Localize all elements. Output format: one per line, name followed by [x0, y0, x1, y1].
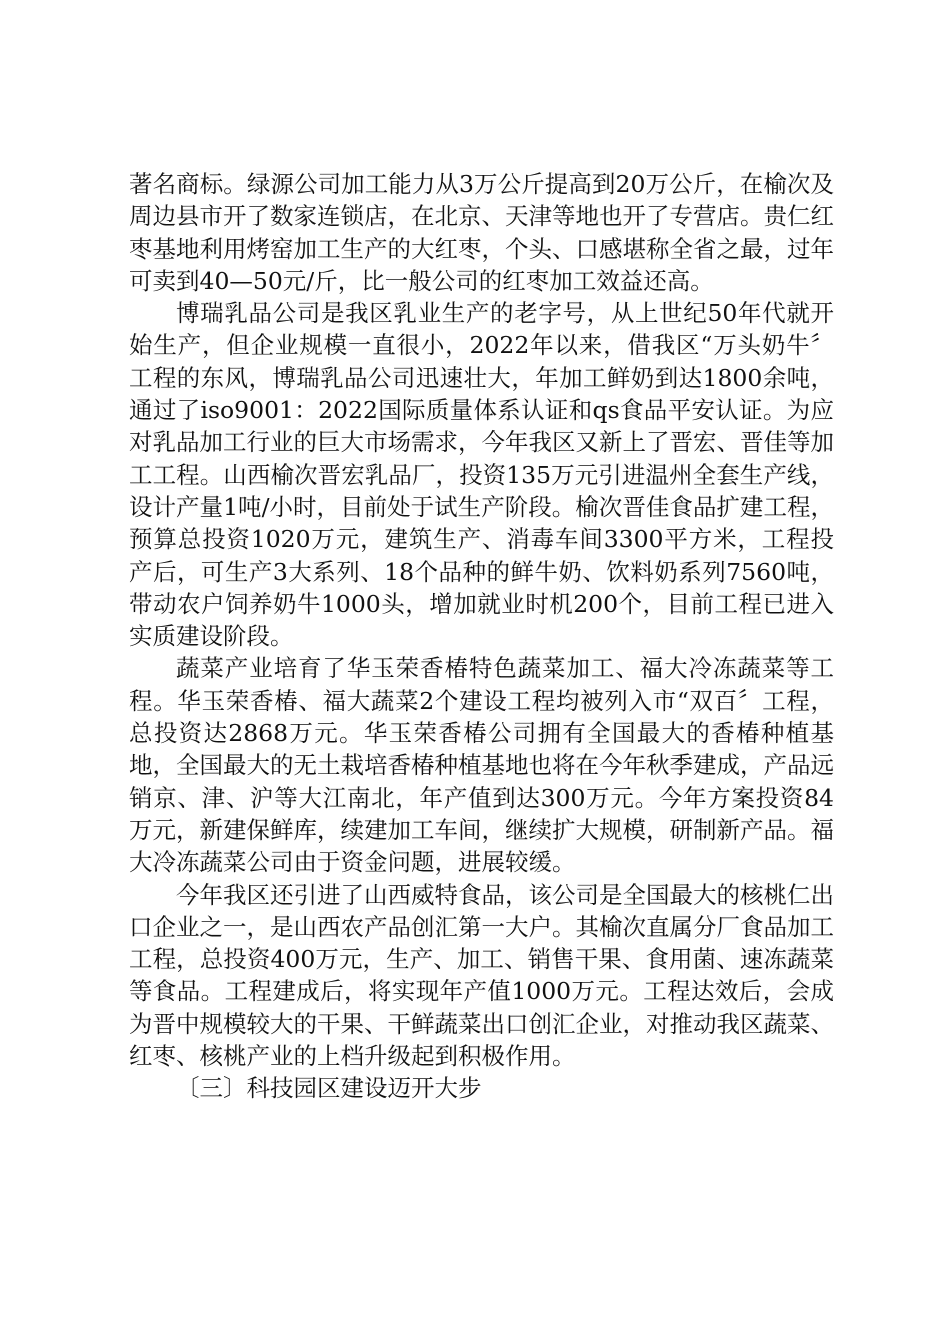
paragraph-4: 今年我区还引进了山西威特食品，该公司是全国最大的核桃仁出口企业之一，是山西农产品创汇第一大户。其榆次直属分厂食品加工工程，总投资400万元，生产、加工、销售干果、食用菌、速冻蔬菜等食品。工程建成后，将实现年产值1000万元。工程达效后，会成为晋中规模较大的干果、干鲜蔬菜出口创汇企业，对推动我区蔬菜、红枣、核桃产业的上档升级起到积极作用。: [129, 880, 834, 1071]
paragraph-3: 蔬菜产业培育了华玉荣香椿特色蔬菜加工、福大冷冻蔬菜等工程。华玉荣香椿、福大蔬菜2个建设工程均被列入市“双百〞工程，总投资达2868万元。华玉荣香椿公司拥有全国最大的香椿种植基地，全国最大的无土栽培香椿种植基地也将在今年秋季建成，产品远销京、津、沪等大江南北，年产值到达300万元。今年方案投资84万元，新建保鲜库，续建加工车间，继续扩大规模，研制新产品。福大冷冻蔬菜公司由于资金问题，进展较缓。: [129, 654, 834, 877]
paragraph-2: 博瑞乳品公司是我区乳业生产的老字号，从上世纪50年代就开始生产，但企业规模一直很小，2022年以来，借我区“万头奶牛〞工程的东风，博瑞乳品公司迅速壮大，年加工鲜奶到达1800余吨，通过了iso9001：2022国际质量体系认证和qs食品平安认证。为应对乳品加工行业的巨大市场需求，今年我区又新上了晋宏、晋佳等加工工程。山西榆次晋宏乳品厂，投资135万元引进温州全套生产线，设计产量1吨/小时，目前处于试生产阶段。榆次晋佳食品扩建工程，预算总投资1020万元，建筑生产、消毒车间3300平方米，工程投产后，可生产3大系列、18个品种的鲜牛奶、饮料奶系列7560吨，带动农户饲养奶牛1000头，增加就业时机200个，目前工程已进入实质建设阶段。: [129, 299, 834, 651]
paragraph-1: 著名商标。绿源公司加工能力从3万公斤提高到20万公斤，在榆次及周边县市开了数家连锁店，在北京、天津等地也开了专营店。贵仁红枣基地利用烤窑加工生产的大红枣，个头、口感堪称全省之最，过年可卖到40—50元/斤，比一般公司的红枣加工效益还高。: [129, 170, 834, 295]
document-body: [129, 168, 834, 1105]
section-heading: 〔三〕科技园区建设迈开大步: [176, 1074, 482, 1103]
